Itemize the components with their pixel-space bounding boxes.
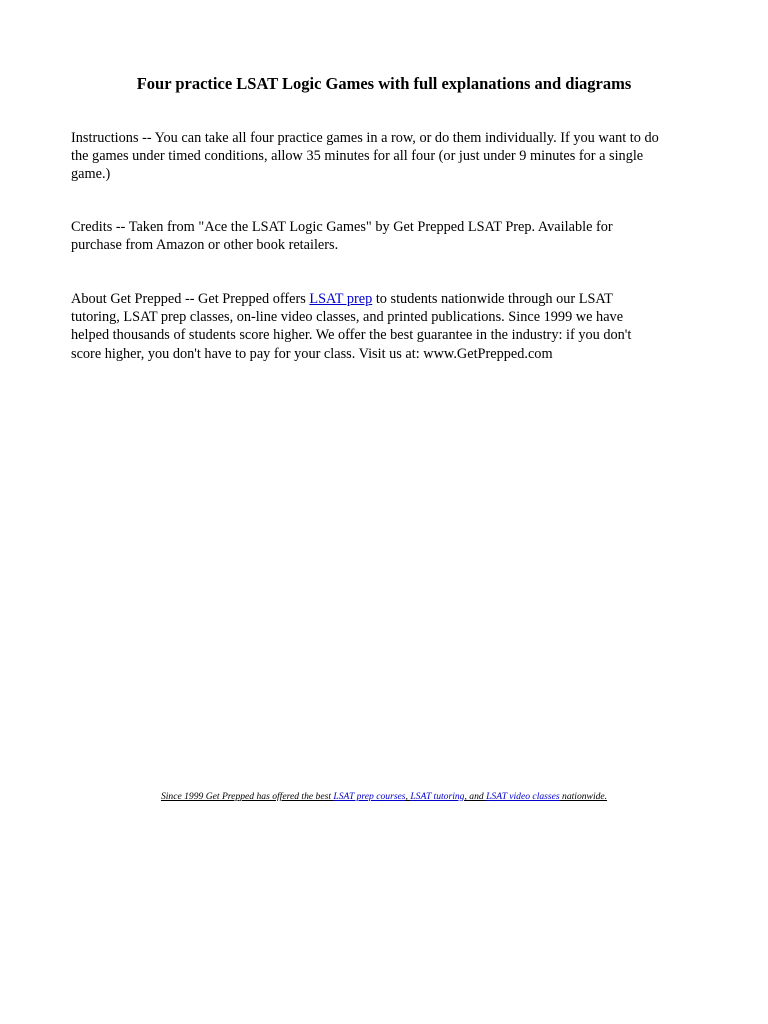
credits-paragraph: Credits -- Taken from "Ace the LSAT Logic Games" by Get Prepped LSAT Prep. Available for purchase from Amazon or other book retailers. bbox=[71, 219, 613, 254]
instructions-paragraph: Instructions -- You can take all four practice games in a row, or do them individually. If you want to do the games under timed conditions, allow 35 minutes for all four (or just under 9 minutes for a single game.) bbox=[71, 130, 659, 183]
footer-link-lsat-video-classes[interactable]: LSAT video classes bbox=[486, 791, 560, 802]
about-paragraph bbox=[71, 290, 701, 363]
footer-prefix: Since 1999 Get Prepped has offered the best bbox=[160, 791, 334, 802]
about-text-after-link: to students nationwide through our LSAT tutoring, LSAT prep classes, on-line video classes, and printed publications. Since 1999 we have helped thousands of students score higher. We offer the best guarantee in the industry: if you don't score higher, you don't have to pay for your class. Visit us at: www.GetPrepped.com bbox=[71, 291, 632, 362]
page-title: Four practice LSAT Logic Games with full explanations and diagrams bbox=[136, 74, 632, 93]
footer-separator-1: , bbox=[405, 791, 411, 802]
footer-suffix: nationwide. bbox=[559, 791, 608, 802]
footer-link-lsat-tutoring[interactable]: LSAT tutoring bbox=[410, 791, 465, 802]
footer-link-lsat-prep-courses[interactable]: LSAT prep courses bbox=[333, 791, 406, 802]
lsat-prep-link[interactable]: LSAT prep bbox=[309, 291, 373, 307]
footer-separator-2: , and bbox=[464, 791, 487, 802]
footer-line bbox=[0, 791, 768, 803]
about-text-before-link: About Get Prepped -- Get Prepped offers bbox=[71, 291, 310, 307]
